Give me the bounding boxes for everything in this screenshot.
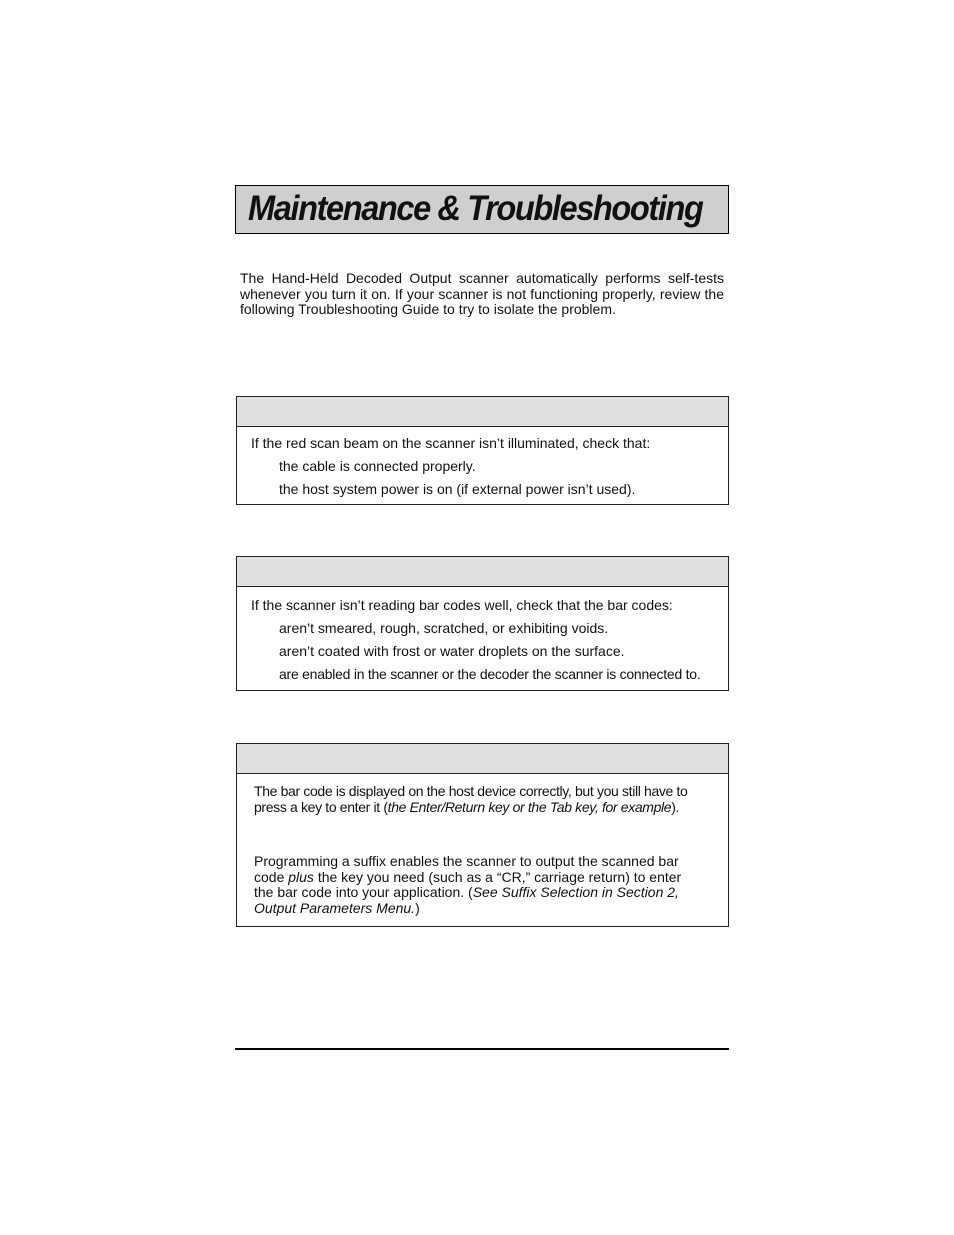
text-run: Programming a suffix enables the scanner to output the scanned bar code [254,853,679,885]
italic-text-run: plus [288,868,314,885]
italic-text-run: the Enter/Return key or the Tab key, for example [387,798,672,815]
panel-header [237,744,728,774]
panel-header [237,397,728,427]
footer-rule [235,1048,729,1050]
title-box [235,185,729,234]
panel-body [237,587,728,683]
check-list [251,458,714,498]
check-list [251,620,714,683]
list-item: the cable is connected properly. [279,458,476,474]
panel-body [237,774,728,916]
intro-paragraph: The Hand-Held Decoded Output scanner automatically performs self-tests whenever you turn it on. If your scanner is not functioning properly, review the following Troubleshooting Guide to try to isolate the problem. [240,270,724,317]
troubleshooting-panel-scan-beam [236,396,729,505]
troubleshooting-panel-suffix [236,743,729,927]
text-run: ). [671,798,680,815]
panel-body [237,427,728,498]
solution-paragraph [254,854,698,916]
text-run: The bar code is displayed on the host device correctly, but you still have to press a key to enter it ( [254,783,688,815]
list-item: the host system power is on (if external power isn’t used). [279,481,636,497]
list-item: aren’t coated with frost or water droplets on the surface. [279,643,625,659]
page-title: Maintenance & Troubleshooting [248,189,703,228]
panel-lead-text: If the red scan beam on the scanner isn’t illuminated, check that: [251,435,651,451]
panel-header [237,557,728,587]
list-item: aren’t smeared, rough, scratched, or exhibiting voids. [279,620,609,636]
list-item: are enabled in the scanner or the decoder the scanner is connected to. [279,666,701,682]
italic-text-run: See Suffix Selection in Section 2, Output Parameters Menu. [254,884,679,916]
panel-lead-text: If the scanner isn’t reading bar codes well, check that the bar codes: [251,597,673,613]
text-run: ) [415,899,420,916]
problem-paragraph [254,784,698,815]
text-run: the key you need (such as a “CR,” carriage return) to enter the bar code into your application. ( [254,868,682,900]
troubleshooting-panel-reading [236,556,729,691]
